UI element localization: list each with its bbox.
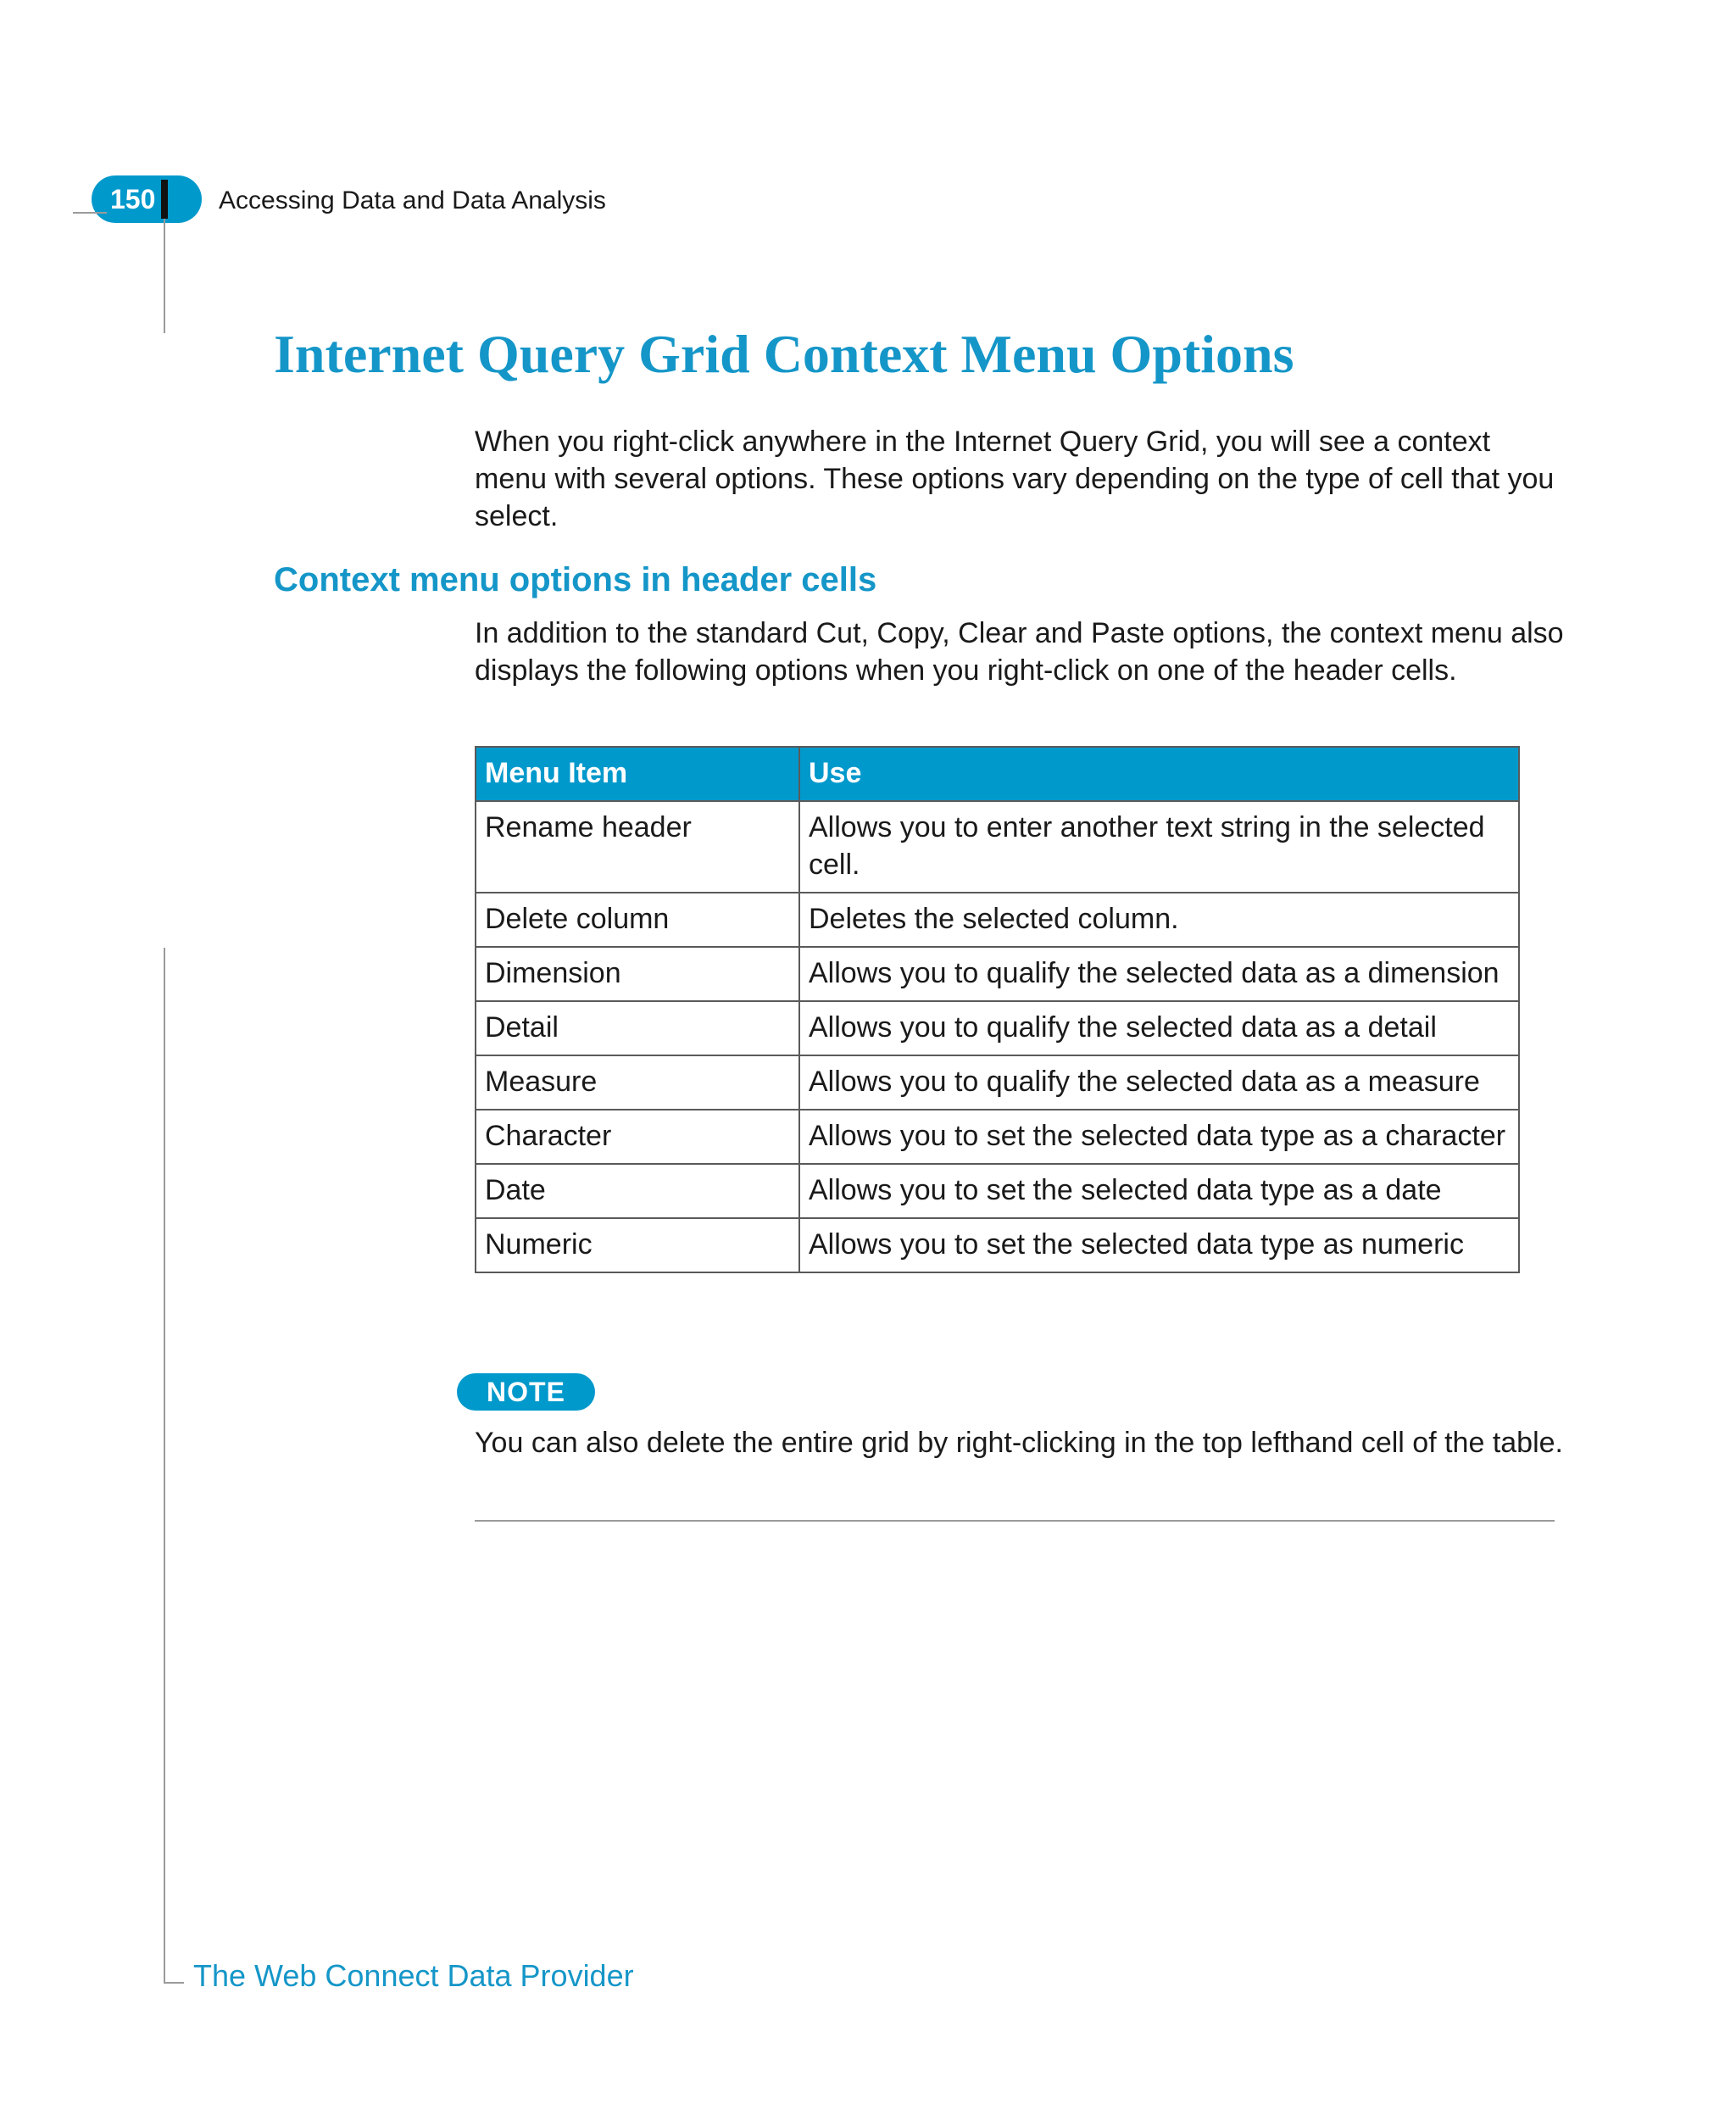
menu-item-cell: Detail bbox=[476, 1001, 799, 1055]
menu-item-cell: Rename header bbox=[476, 801, 799, 893]
running-header-title: Accessing Data and Data Analysis bbox=[219, 186, 606, 214]
menu-item-cell: Dimension bbox=[476, 947, 799, 1001]
use-cell: Allows you to set the selected data type as a date bbox=[799, 1164, 1519, 1218]
menu-item-cell: Character bbox=[476, 1110, 799, 1164]
chapter-title: Internet Query Grid Context Menu Options bbox=[274, 324, 1294, 384]
use-cell: Allows you to set the selected data type as numeric bbox=[799, 1218, 1519, 1272]
menu-item-cell: Delete column bbox=[476, 893, 799, 947]
menu-options-table bbox=[475, 746, 1520, 1273]
table-row bbox=[476, 1218, 1519, 1272]
note-badge: NOTE bbox=[457, 1373, 595, 1411]
margin-rule-top bbox=[164, 219, 165, 333]
note-text: You can also delete the entire grid by right-clicking in the top lefthand cell of the table. bbox=[475, 1427, 1563, 1459]
table-row bbox=[476, 1110, 1519, 1164]
use-cell: Allows you to enter another text string in the selected cell. bbox=[799, 801, 1519, 893]
page-number: 150 bbox=[110, 184, 156, 214]
note-divider bbox=[475, 1520, 1555, 1522]
use-cell: Allows you to set the selected data type as a character bbox=[799, 1110, 1519, 1164]
table-row bbox=[476, 947, 1519, 1001]
intro-paragraph: When you right-click anywhere in the Internet Query Grid, you will see a context menu with several options. These options vary depending on the type of cell that you select. bbox=[475, 426, 1555, 532]
use-cell: Allows you to qualify the selected data as a detail bbox=[799, 1001, 1519, 1055]
footer-tick-rule bbox=[164, 1982, 184, 1984]
menu-item-cell: Date bbox=[476, 1164, 799, 1218]
header-tick-rule bbox=[73, 212, 107, 214]
table-row bbox=[476, 1164, 1519, 1218]
table-row bbox=[476, 893, 1519, 947]
margin-rule-bottom bbox=[164, 948, 165, 1984]
section-title: Context menu options in header cells bbox=[274, 561, 877, 598]
page-number-badge bbox=[92, 175, 202, 223]
menu-item-cell: Numeric bbox=[476, 1218, 799, 1272]
table-header-row bbox=[476, 747, 1519, 801]
column-header-menu-item: Menu Item bbox=[476, 747, 799, 801]
use-cell: Deletes the selected column. bbox=[799, 893, 1519, 947]
use-cell: Allows you to qualify the selected data as a measure bbox=[799, 1055, 1519, 1110]
page-number-marker bbox=[161, 180, 168, 219]
table-row bbox=[476, 1001, 1519, 1055]
table-row bbox=[476, 801, 1519, 893]
section-paragraph: In addition to the standard Cut, Copy, Clear and Paste options, the context menu also displays the following options when you right-click on one of the header cells. bbox=[475, 617, 1564, 687]
footer-title: The Web Connect Data Provider bbox=[193, 1958, 634, 1993]
column-header-use: Use bbox=[799, 747, 1519, 801]
use-cell: Allows you to qualify the selected data as a dimension bbox=[799, 947, 1519, 1001]
table-row bbox=[476, 1055, 1519, 1110]
menu-item-cell: Measure bbox=[476, 1055, 799, 1110]
